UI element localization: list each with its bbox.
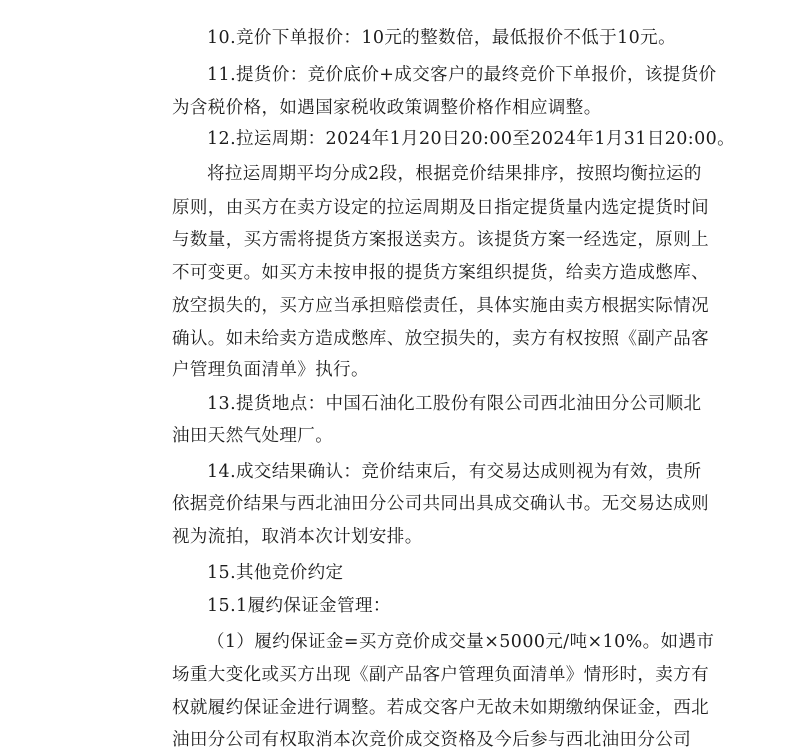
clause-12-paragraph-line-6: 确认。如未给卖方造成憋库、放空损失的，卖方有权按照《副产品客 — [172, 329, 709, 349]
clause-11-pickup-price: 11.提货价：竞价底价+成交客户的最终竞价下单报价，该提货价 — [207, 65, 717, 85]
clause-12-paragraph-line-1: 将拉运周期平均分成2段，根据竞价结果排序，按照均衡拉运的 — [207, 164, 702, 184]
clause-13-pickup-location: 13.提货地点：中国石油化工股份有限公司西北油田分公司顺北 — [207, 394, 702, 414]
clause-15-1-item-1-line-2: 场重大变化或买方出现《副产品客户管理负面清单》情形时，卖方有 — [172, 665, 709, 685]
clause-10-bid-price: 10.竞价下单报价：10元的整数倍，最低报价不低于10元。 — [207, 28, 676, 48]
clause-13-continued: 油田天然气处理厂。 — [172, 426, 334, 446]
clause-15-1-item-1-line-3: 权就履约保证金进行调整。若成交客户无故未如期缴纳保证金，西北 — [172, 698, 709, 718]
clause-15-heading: 15.其他竞价约定 — [207, 563, 344, 583]
clause-14-line-2: 依据竞价结果与西北油田分公司共同出具成交确认书。无交易达成则 — [172, 494, 709, 514]
clause-11-continued: 为含税价格，如遇国家税收政策调整价格作相应调整。 — [172, 98, 602, 118]
clause-14-line-3: 视为流拍，取消本次计划安排。 — [172, 527, 423, 547]
clause-12-paragraph-line-2: 原则，由买方在卖方设定的拉运周期及日指定提货量内选定提货时间 — [172, 198, 709, 218]
clause-14-result-confirmation: 14.成交结果确认：竞价结束后，有交易达成则视为有效，贵所 — [207, 462, 702, 482]
clause-12-paragraph-line-5: 放空损失的，买方应当承担赔偿责任，具体实施由卖方根据实际情况 — [172, 296, 709, 316]
clause-15-1-item-1: （1）履约保证金=买方竞价成交量×5000元/吨×10%。如遇市 — [207, 632, 715, 652]
clause-12-paragraph-line-3: 与数量，买方需将提货方案报送卖方。该提货方案一经选定，原则上 — [172, 230, 709, 250]
clause-15-1-item-1-line-4: 油田分公司有权取消本次竞价成交资格及今后参与西北油田分公司 — [172, 730, 692, 750]
clause-12-paragraph-line-7: 户管理负面清单》执行。 — [172, 360, 369, 380]
clause-12-paragraph-line-4: 不可变更。如买方未按申报的提货方案组织提货，给卖方造成憋库、 — [172, 263, 709, 283]
clause-15-1-heading: 15.1履约保证金管理： — [207, 596, 391, 616]
clause-12-transport-period: 12.拉运周期：2024年1月20日20:00至2024年1月31日20:00。 — [207, 129, 736, 149]
